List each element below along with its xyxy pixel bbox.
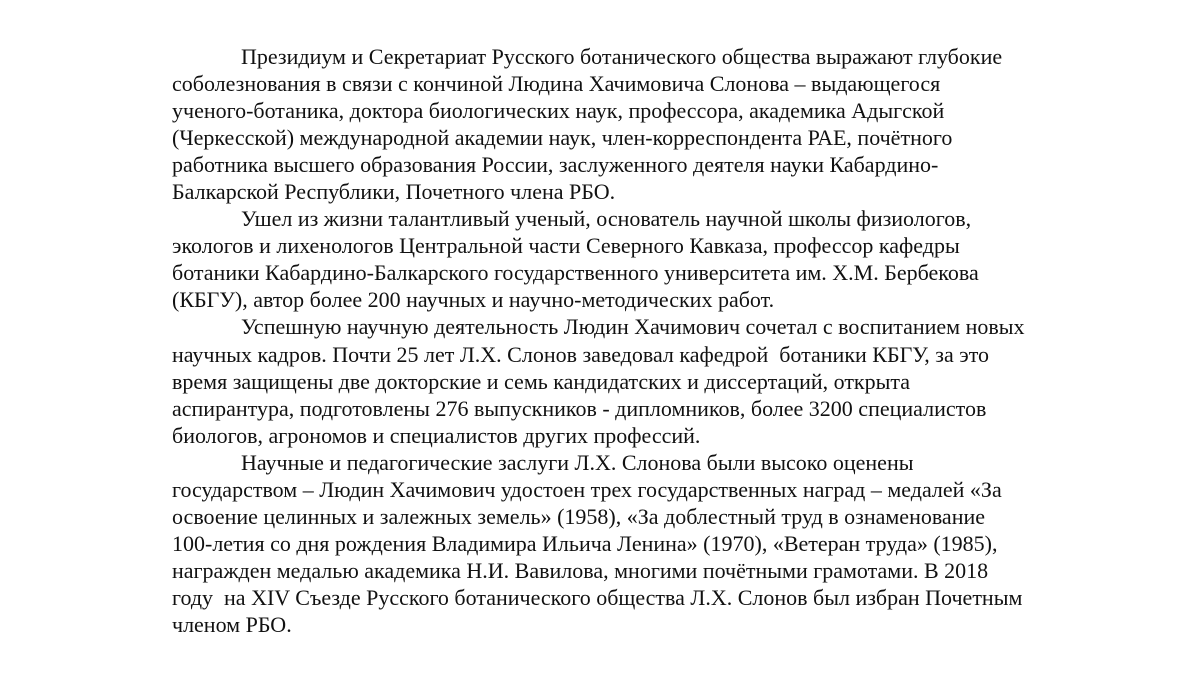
text-line: соболезнования в связи с кончиной Людина Хачимовича Слонова – выдающегося bbox=[172, 71, 941, 97]
text-line: ботаники Кабардино-Балкарского государственного университета им. Х.М. Бербекова bbox=[172, 260, 979, 286]
text-line: биологов, агрономов и специалистов других профессий. bbox=[172, 422, 701, 448]
text-line: Ушел из жизни талантливый ученый, основатель научной школы физиологов, bbox=[241, 206, 972, 232]
text-line: освоение целинных и залежных земель» (1958), «За доблестный труд в ознаменование bbox=[172, 503, 986, 529]
paragraph-teaching bbox=[172, 313, 1132, 448]
text-line: государством – Людин Хачимович удостоен трех государственных наград – медалей «За bbox=[172, 476, 1002, 502]
text-line: Балкарской Республики, Почетного члена РБО. bbox=[172, 179, 616, 205]
text-line: году на XIV Съезде Русского ботанического общества Л.Х. Слонов был избран Почетным bbox=[172, 584, 1023, 610]
text-line: экологов и лихенологов Центральной части Северного Кавказа, профессор кафедры bbox=[172, 233, 960, 259]
text-line: (Черкесской) международной академии наук, член-корреспондента РАЕ, почётного bbox=[172, 125, 953, 151]
text-line: 100-летия со дня рождения Владимира Ильича Ленина» (1970), «Ветеран труда» (1985), bbox=[172, 530, 998, 556]
text-line: Успешную научную деятельность Людин Хачимович сочетал с воспитанием новых bbox=[241, 314, 1025, 340]
text-line: членом РБО. bbox=[172, 611, 292, 637]
text-line: Научные и педагогические заслуги Л.Х. Слонова были высоко оценены bbox=[241, 449, 914, 475]
text-line: Президиум и Секретариат Русского ботанического общества выражают глубокие bbox=[241, 44, 1003, 69]
text-line: время защищены две докторские и семь кандидатских и диссертаций, открыта bbox=[172, 368, 911, 394]
text-line: награжден медалью академика Н.И. Вавилова, многими почётными грамотами. В 2018 bbox=[172, 557, 989, 583]
paragraph-scientist bbox=[172, 205, 1132, 313]
text-line: аспирантура, подготовлены 276 выпускников - дипломников, более 3200 специалистов bbox=[172, 395, 987, 421]
paragraph-awards bbox=[172, 449, 1132, 638]
text-line: работника высшего образования России, заслуженного деятеля науки Кабардино- bbox=[172, 152, 939, 178]
text-line: (КБГУ), автор более 200 научных и научно-методических работ. bbox=[172, 287, 775, 313]
paragraph-condolences bbox=[172, 43, 1132, 205]
text-line: научных кадров. Почти 25 лет Л.Х. Слонов заведовал кафедрой ботаники КБГУ, за это bbox=[172, 341, 990, 367]
text-line: ученого-ботаника, доктора биологических наук, профессора, академика Адыгской bbox=[172, 98, 945, 124]
document-body bbox=[172, 43, 1132, 638]
